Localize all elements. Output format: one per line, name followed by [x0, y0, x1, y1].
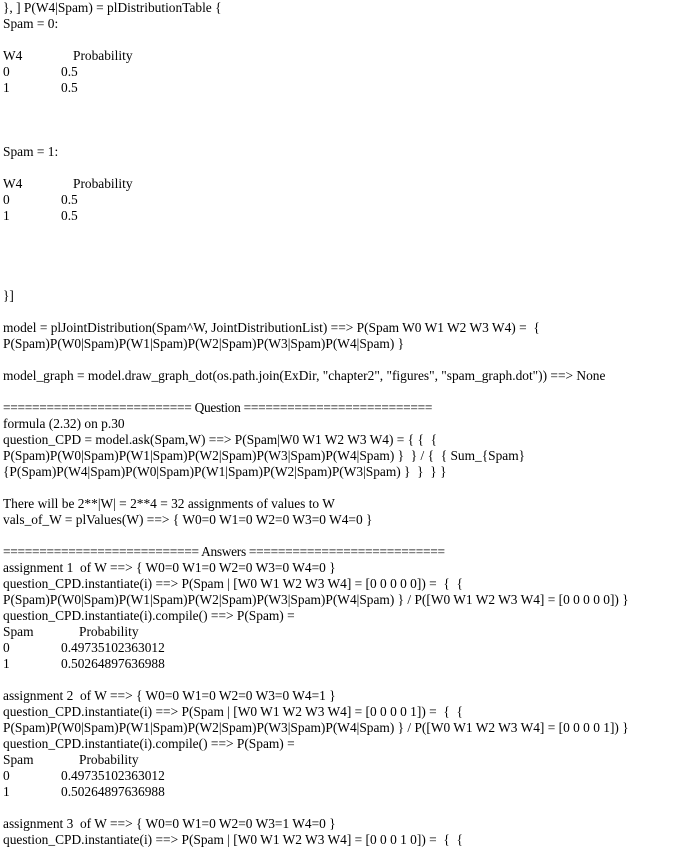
table-row: 0 0.49735102363012 — [3, 768, 165, 783]
answer-table-header: Spam Probability — [3, 752, 139, 767]
answers-separator: =========================== Answers =========================== — [3, 544, 445, 559]
table-row: 1 0.50264897636988 — [3, 656, 165, 671]
table-row: 1 0.5 — [3, 80, 78, 95]
formula-reference: formula (2.32) on p.30 — [3, 416, 125, 431]
table-row: 1 0.50264897636988 — [3, 784, 165, 799]
vals-of-w: vals_of_W = plValues(W) ==> { W0=0 W1=0 W2=0 W3=0 W4=0 } — [3, 512, 373, 527]
question-cpd-line-1: question_CPD = model.ask(Spam,W) ==> P(Spam|W0 W1 W2 W3 W4) = { { { — [3, 432, 438, 447]
table-row: 1 0.5 — [3, 208, 78, 223]
table-row: 0 0.49735102363012 — [3, 640, 165, 655]
question-separator: ========================== Question ========================== — [3, 400, 433, 415]
table-0-col-w4: W4 — [3, 48, 23, 63]
instantiate-line-2: P(Spam)P(W0|Spam)P(W1|Spam)P(W2|Spam)P(W3|Spam)P(W4|Spam) } / P([W0 W1 W2 W3 W4] = [0 0 0 0 0]) } — [3, 592, 629, 607]
table-row: 0 0.5 — [3, 64, 78, 79]
model-line-1: model = plJointDistribution(Spam^W, JointDistributionList) ==> P(Spam W0 W1 W2 W3 W4) = { — [3, 320, 540, 335]
table-0-header — [3, 48, 679, 64]
spam-1-label: Spam = 1: — [3, 144, 59, 159]
assignment-3: assignment 3 of W ==> { W0=0 W1=0 W2=0 W3=1 W4=0 } — [3, 816, 336, 831]
model-line-2: P(Spam)P(W0|Spam)P(W1|Spam)P(W2|Spam)P(W3|Spam)P(W4|Spam) } — [3, 336, 405, 351]
table-row: 0 0.5 — [3, 192, 78, 207]
answer-table-header: Spam Probability — [3, 624, 139, 639]
compile-line: question_CPD.instantiate(i).compile() ==> P(Spam) = — [3, 736, 295, 751]
instantiate-line-2: P(Spam)P(W0|Spam)P(W1|Spam)P(W2|Spam)P(W3|Spam)P(W4|Spam) } / P([W0 W1 W2 W3 W4] = [0 0 0 0 1]) } — [3, 720, 629, 735]
compile-line: question_CPD.instantiate(i).compile() ==> P(Spam) = — [3, 608, 295, 623]
table-0-col-probability: Probability — [73, 48, 133, 63]
document-body — [3, 0, 679, 848]
table-1-header — [3, 176, 679, 192]
instantiate-line-1: question_CPD.instantiate(i) ==> P(Spam | [W0 W1 W2 W3 W4] = [0 0 0 0 0]) = { { — [3, 576, 463, 591]
question-cpd-line-2: P(Spam)P(W0|Spam)P(W1|Spam)P(W2|Spam)P(W3|Spam)P(W4|Spam) } } / { { Sum_{Spam} — [3, 448, 526, 463]
spam-0-label: Spam = 0: — [3, 16, 59, 31]
question-cpd-line-3: {P(Spam)P(W4|Spam)P(W0|Spam)P(W1|Spam)P(W2|Spam)P(W3|Spam) } } } } — [3, 464, 447, 479]
instantiate-line-1: question_CPD.instantiate(i) ==> P(Spam | [W0 W1 W2 W3 W4] = [0 0 0 0 1]) = { { — [3, 704, 463, 719]
table-1-col-w4: W4 — [3, 176, 23, 191]
assignment-count: There will be 2**|W| = 2**4 = 32 assignments of values to W — [3, 496, 335, 511]
instantiate-line-1: question_CPD.instantiate(i) ==> P(Spam | [W0 W1 W2 W3 W4] = [0 0 0 1 0]) = { { — [3, 832, 463, 847]
distribution-close: }] — [3, 288, 14, 303]
assignment-2: assignment 2 of W ==> { W0=0 W1=0 W2=0 W3=0 W4=1 } — [3, 688, 336, 703]
distribution-header: }, ] P(W4|Spam) = plDistributionTable { — [3, 0, 222, 15]
assignment-1: assignment 1 of W ==> { W0=0 W1=0 W2=0 W3=0 W4=0 } — [3, 560, 336, 575]
table-1-col-probability: Probability — [73, 176, 133, 191]
model-graph-line: model_graph = model.draw_graph_dot(os.path.join(ExDir, "chapter2", "figures", "spam_graph.dot")) ==> None — [3, 368, 606, 383]
